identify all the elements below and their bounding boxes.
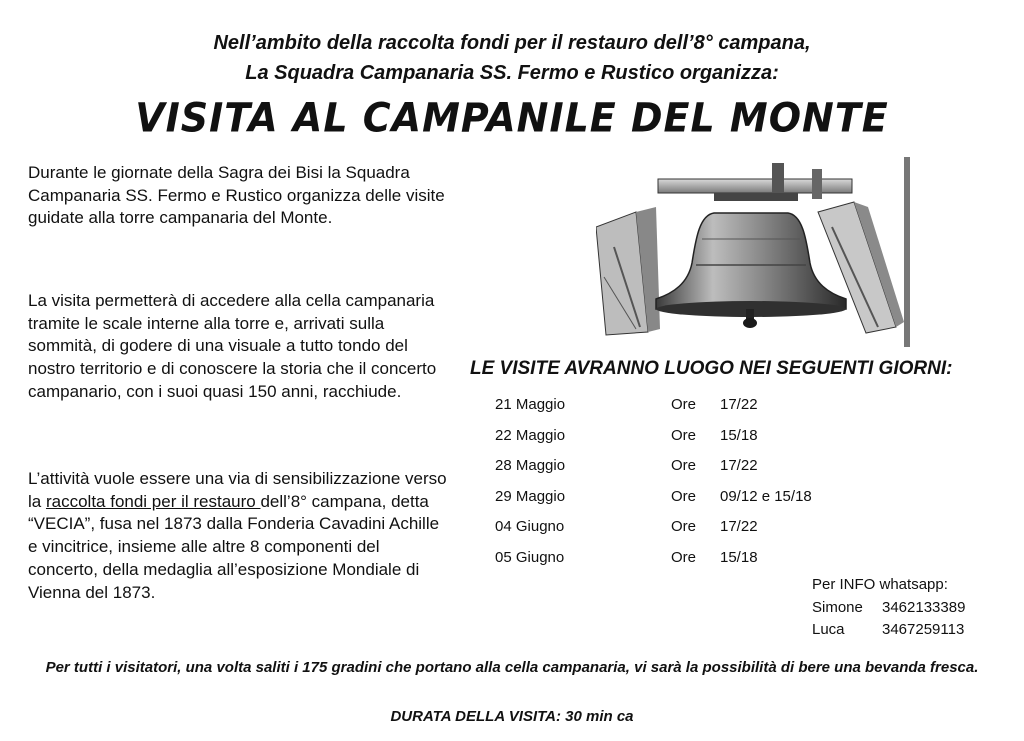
contact-name: Simone: [812, 598, 863, 616]
schedule-ore: Ore: [671, 396, 697, 413]
bell-image: [596, 157, 912, 347]
schedule-date: 22 Maggio: [495, 426, 566, 444]
schedule-date: 05 Giugno: [495, 548, 565, 566]
schedule-date: 29 Maggio: [495, 487, 566, 505]
schedule-ore: Ore: [671, 457, 697, 475]
schedule-time: 15/18: [720, 548, 758, 566]
contact-row: [812, 597, 965, 620]
info-heading: Per INFO whatsapp:: [812, 576, 948, 593]
header-line-2: La Squadra Campanaria SS. Fermo e Rustico organizza:: [245, 62, 779, 84]
schedule-ore: Ore: [671, 548, 697, 566]
schedule-time: 17/22: [720, 396, 758, 413]
schedule-ore: Ore: [671, 487, 697, 505]
fundraising-underlined: raccolta fondi per il restauro: [45, 491, 261, 511]
contact-phone: 3467259113: [882, 621, 965, 638]
page-title: VISITA AL CAMPANILE DEL MONTE: [135, 94, 889, 142]
schedule-date: 21 Maggio: [495, 396, 566, 413]
contact-row: [812, 619, 965, 642]
schedule-time: 09/12 e 15/18: [720, 487, 812, 505]
header-line-1: Nell’ambito della raccolta fondi per il restauro dell’8° campana,: [213, 32, 811, 54]
schedule-date: 04 Giugno: [495, 518, 565, 536]
schedule-ore: Ore: [671, 426, 697, 444]
fundraising-text-b: dell’8° campana, detta “VECIA”, fusa nel 1873 dalla Fonderia Cavadini Achille e vincitrice, insieme alle altre 8 componenti del concerto, della medaglia all’esposizione Mondiale di Vienna del 1873.: [28, 491, 440, 602]
fundraising-text-a: L’attività vuole essere una via di sensibilizzazione verso la: [28, 469, 447, 511]
fundraising-paragraph: [28, 468, 453, 604]
intro-paragraph: Durante le giornate della Sagra dei Bisi la Squadra Campanaria SS. Fermo e Rustico organizza delle visite guidate alla torre campanaria del Monte.: [28, 163, 445, 228]
contact-phone: 3462133389: [882, 598, 966, 616]
bell-icon: [596, 157, 912, 347]
schedule-date: 28 Maggio: [495, 457, 566, 475]
schedule-ore: Ore: [671, 518, 697, 536]
footer-note: Per tutti i visitatori, una volta saliti i 175 gradini che portano alla cella campanaria, vi sarà la possibilità di bere una bevanda fresca.: [45, 659, 979, 676]
schedule-time: 17/22: [720, 518, 758, 536]
info-contacts: [812, 574, 965, 642]
schedule-title: LE VISITE AVRANNO LUOGO NEI SEGUENTI GIORNI:: [470, 358, 953, 379]
schedule-time: 17/22: [720, 457, 758, 475]
schedule-time: 15/18: [720, 426, 758, 444]
footer-duration: DURATA DELLA VISITA: 30 min ca: [390, 708, 634, 725]
contact-name: Luca: [812, 621, 845, 638]
visit-paragraph: La visita permetterà di accedere alla cella campanaria tramite le scale interne alla torre e, arrivati sulla sommità, di godere di una visuale a tutto tondo del nostro territorio e di conoscere la storia che il concerto campanario, con i suoi quasi 150 anni, racchiude.: [28, 291, 437, 401]
